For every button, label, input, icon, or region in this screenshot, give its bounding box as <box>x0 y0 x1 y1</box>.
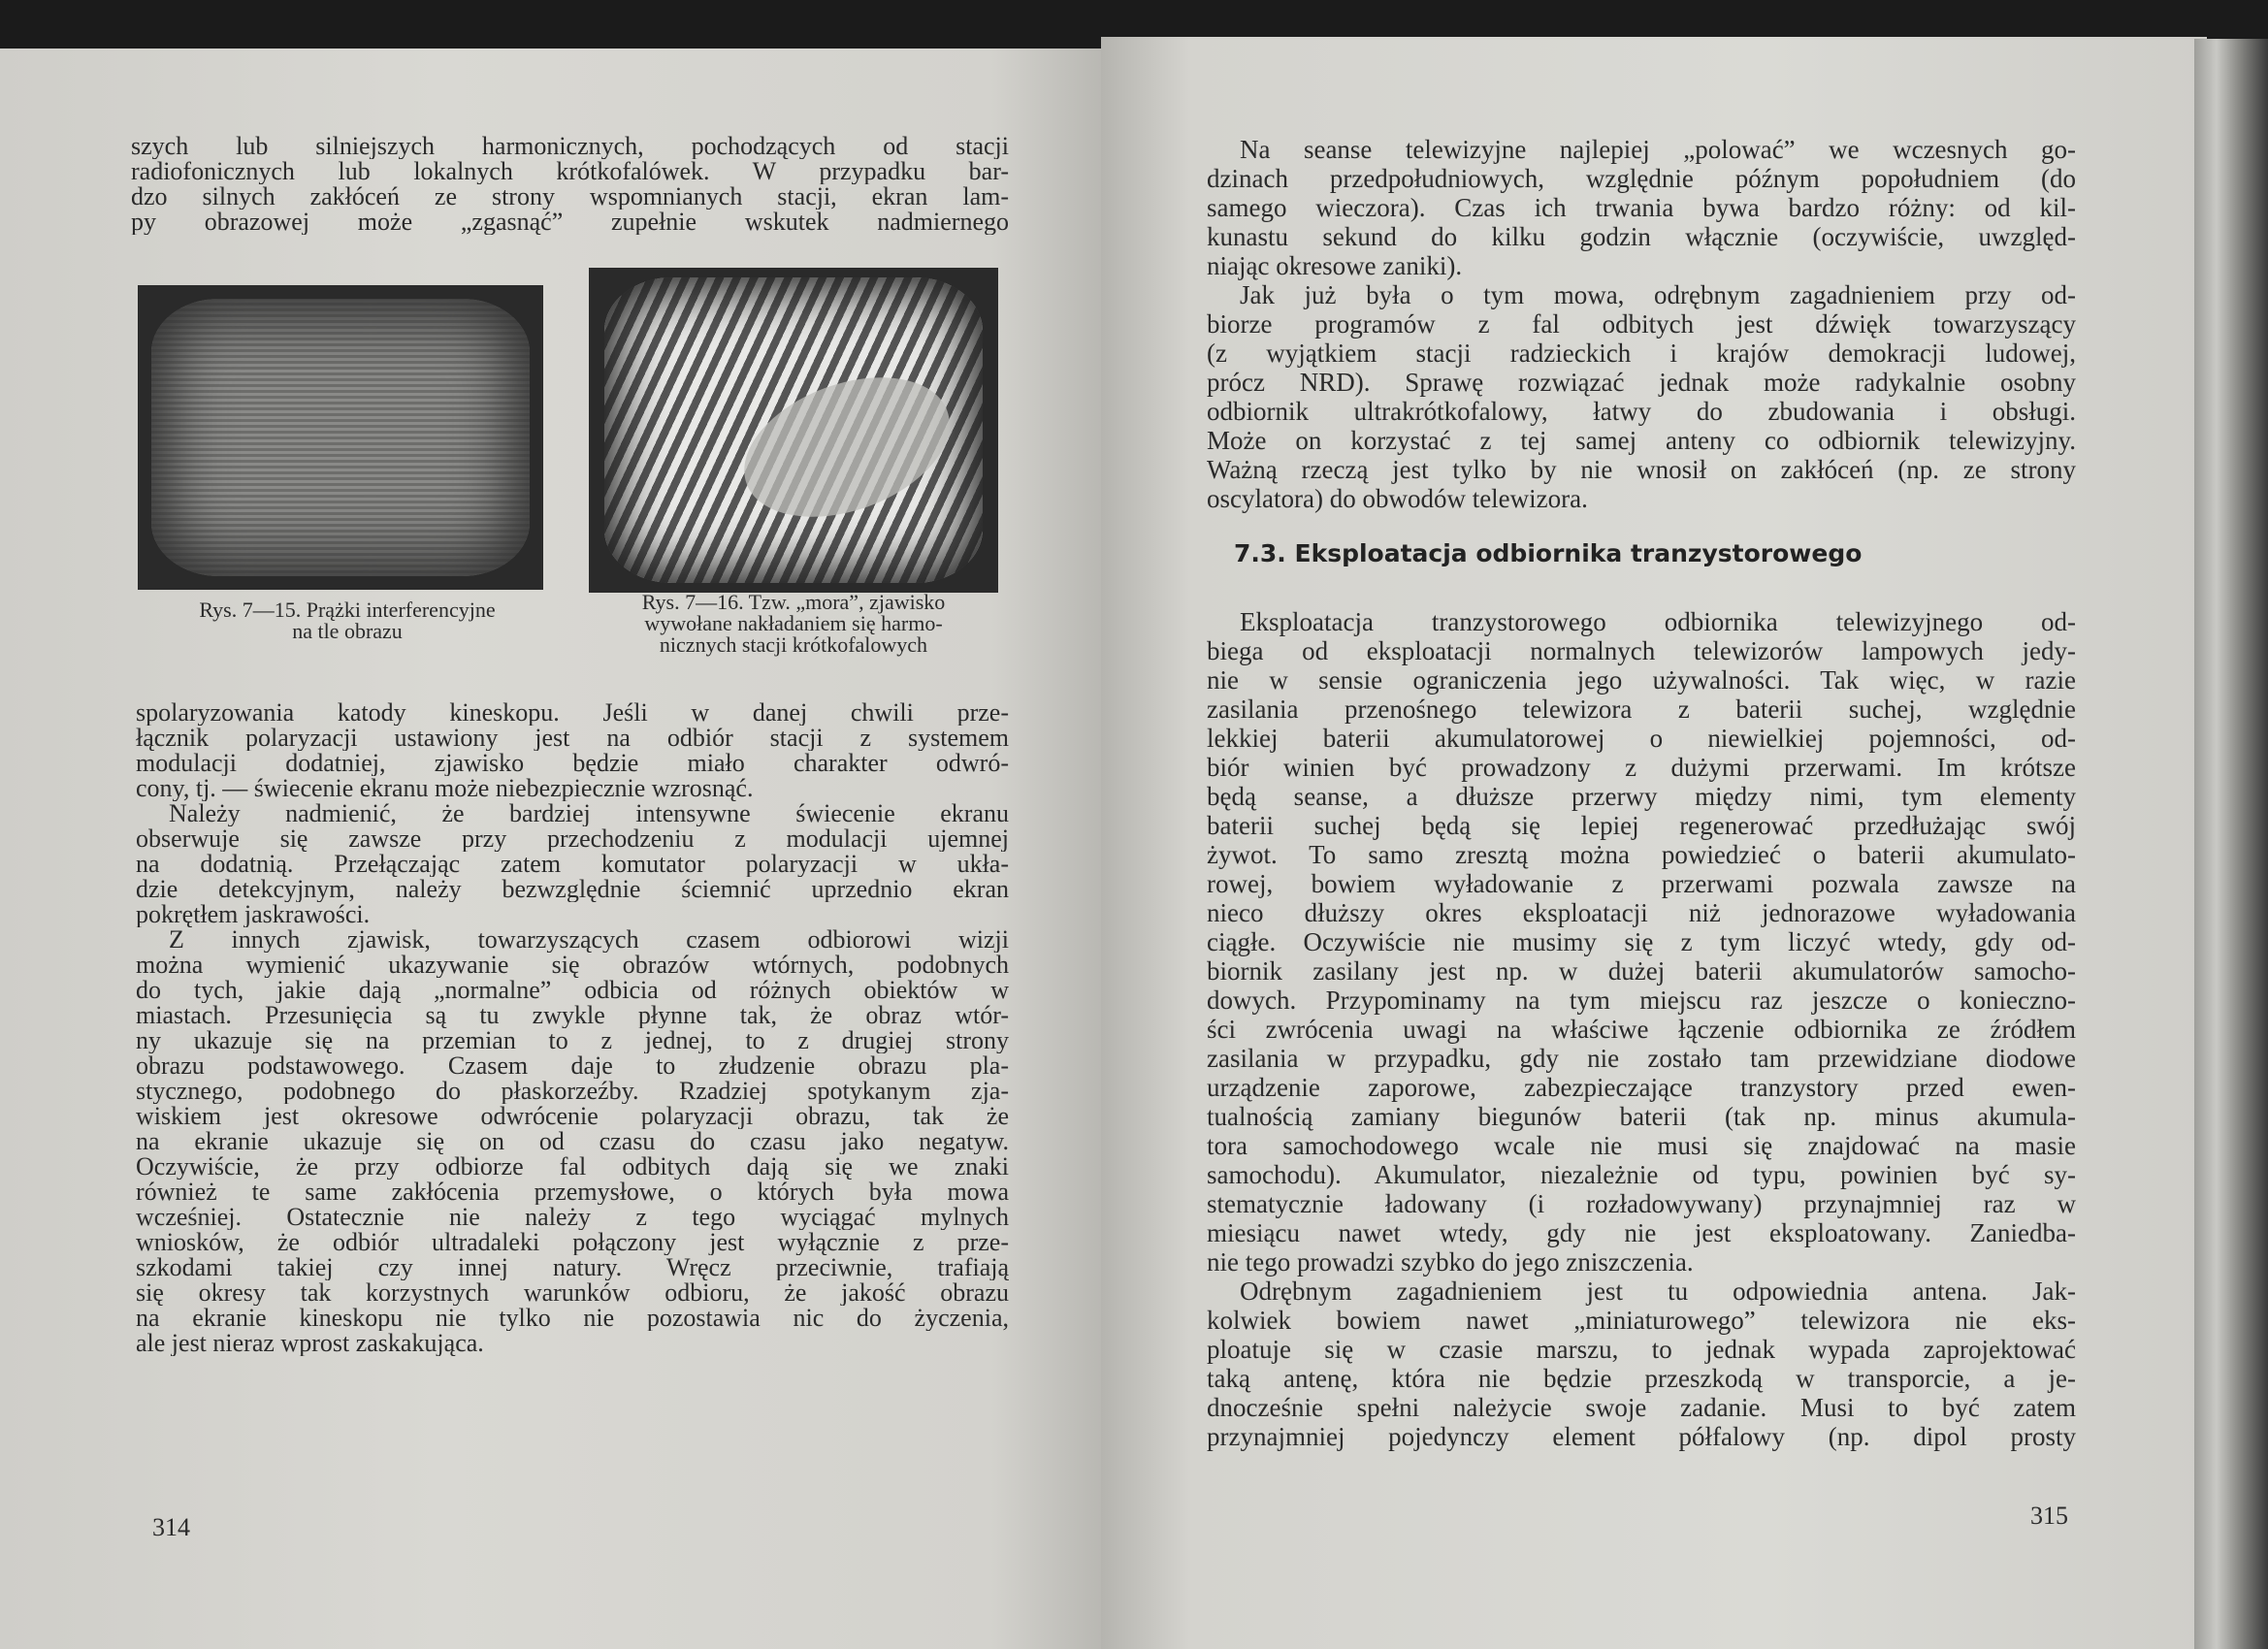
text-line: dnocześnie spełni należycie swoje zadanie. Musi to być zatem <box>1207 1393 2076 1422</box>
text-line: do tych, jakie dają „normalne” odbicia od różnych obiektów w <box>136 978 1009 1003</box>
text-line: samego wieczora). Czas ich trwania bywa bardzo różny: od kil- <box>1207 193 2076 222</box>
text-line: rowej, bowiem wyładowanie z przerwami pozwala zawsze na <box>1207 869 2076 898</box>
text-line: dzo silnych zakłóceń ze strony wspomnianych stacji, ekran lam- <box>131 184 1009 210</box>
text-line: nie w sensie ograniczenia jego używalności. Tak więc, w razie <box>1207 665 2076 695</box>
text-line: dzie detekcyjnym, należy bezwzględnie ściemnić uprzednio ekran <box>136 877 1009 902</box>
text-line: nieco dłuższy okres eksploatacji niż jednorazowe wyładowania <box>1207 898 2076 927</box>
text-line: wniosków, że odbiór ultradaleki połączony jest wyłącznie z prze- <box>136 1230 1009 1255</box>
text-line: na ekranie kineskopu nie tylko nie pozostawia nic do życzenia, <box>136 1306 1009 1331</box>
text-line: łącznik polaryzacji ustawiony jest na odbiór stacji z systemem <box>136 726 1009 751</box>
text-line: biega od eksploatacji normalnych telewizorów lampowych jedy- <box>1207 636 2076 665</box>
text-line: zasilania w przypadku, gdy nie zostało tam przewidziane diodowe <box>1207 1044 2076 1073</box>
text-line: żywot. To samo zresztą można powiedzieć o baterii akumulato- <box>1207 840 2076 869</box>
page-edges <box>2194 39 2268 1649</box>
caption-line: Rys. 7—15. Prążki interferencyjne <box>199 598 496 622</box>
text-line: kolwiek bowiem nawet „miniaturowego” telewizora nie eks- <box>1207 1306 2076 1335</box>
text-line: radiofonicznych lub lokalnych krótkofalówek. W przypadku bar- <box>131 159 1009 184</box>
text-line: Należy nadmienić, że bardziej intensywne świecenie ekranu <box>169 801 1009 826</box>
text-line: cony, tj. — świecenie ekranu może niebezpiecznie wzrosnąć. <box>136 776 754 801</box>
text-line: biornik zasilany jest np. w dużej baterii akumulatorów samocho- <box>1207 956 2076 986</box>
text-line: baterii suchej będą się lepiej regenerować przedłużając swój <box>1207 811 2076 840</box>
figure-7-16-image <box>589 268 998 593</box>
page-number-left: 314 <box>152 1513 190 1541</box>
caption-line: Rys. 7—16. Tzw. „mora”, zjawisko <box>641 590 946 614</box>
section-heading: 7.3. Eksploatacja odbiornika tranzystorowego <box>1234 539 1863 567</box>
text-line: obrazu podstawowego. Czasem daje to złudzenie obrazu pla- <box>136 1053 1009 1079</box>
text-line: ciągłe. Oczywiście nie musimy się z tym liczyć wtedy, gdy od- <box>1207 927 2076 956</box>
text-line: Ważną rzeczą jest tylko by nie wnosił on zakłóceń (np. ze strony <box>1207 455 2076 484</box>
text-line: py obrazowej może „zgasnąć” zupełnie wskutek nadmiernego <box>131 210 1009 235</box>
text-line: przynajmniej pojedynczy element półfalowy (np. dipol prosty <box>1207 1422 2076 1451</box>
text-line: miesiącu nawet wtedy, gdy nie jest eksploatowany. Zaniedba- <box>1207 1218 2076 1247</box>
text-line: miastach. Przesunięcia są tu zwykle płynne tak, że obraz wtór- <box>136 1003 1009 1028</box>
text-line: ale jest nieraz wprost zaskakująca. <box>136 1331 484 1356</box>
text-line: będą seanse, a dłuższe przerwy między nimi, tym elementy <box>1207 782 2076 811</box>
text-line: samochodu). Akumulator, niezależnie od typu, powinien być sy- <box>1207 1160 2076 1189</box>
text-line: niając okresowe zaniki). <box>1207 251 1463 280</box>
text-line: ploatuje się w czasie marszu, to jednak wypada zaprojektować <box>1207 1335 2076 1364</box>
text-line: Na seanse telewizyjne najlepiej „polować” we wczesnych go- <box>1240 135 2076 164</box>
text-line: stematycznie ładowany (i rozładowywany) przynajmniej raz w <box>1207 1189 2076 1218</box>
text-line: dzinach przedpołudniowych, względnie późnym popołudniem (do <box>1207 164 2076 193</box>
text-line: ny ukazuje się na przemian to z jednej, to z drugiej strony <box>136 1028 1009 1053</box>
text-line: można wymienić ukazywanie się obrazów wtórnych, podobnych <box>136 953 1009 978</box>
text-line: Jak już była o tym mowa, odrębnym zagadnieniem przy od- <box>1240 280 2076 309</box>
text-line: Odrębnym zagadnieniem jest tu odpowiednia antena. Jak- <box>1240 1277 2076 1306</box>
caption-line: na tle obrazu <box>292 619 403 643</box>
text-line: (z wyjątkiem stacji radzieckich i krajów demokracji ludowej, <box>1207 339 2076 368</box>
text-line: spolaryzowania katody kineskopu. Jeśli w danej chwili prze- <box>136 700 1009 726</box>
text-line: pokrętłem jaskrawości. <box>136 902 371 927</box>
text-line: Może on korzystać z tej samej anteny co odbiornik telewizyjny. <box>1207 426 2076 455</box>
text-line: ści zwrócenia uwagi na właściwe łączenie odbiornika ze źródłem <box>1207 1015 2076 1044</box>
text-line: również te same zakłócenia przemysłowe, o których była mowa <box>136 1180 1009 1205</box>
left-top-text <box>131 134 1009 235</box>
text-line: kunastu sekund do kilku godzin włącznie (oczywiście, uwzględ- <box>1207 222 2076 251</box>
text-line: obserwuje się zawsze przy przechodzeniu z modulacji ujemnej <box>136 826 1009 852</box>
text-line: tualnością zamiany biegunów baterii (tak np. minus akumula- <box>1207 1102 2076 1131</box>
text-line: Oczywiście, że przy odbiorze fal odbitych dają się we znaki <box>136 1154 1009 1180</box>
text-line: odbiornik ultrakrótkofalowy, łatwy do zbudowania i obsługi. <box>1207 397 2076 426</box>
text-line: biór winien być prowadzony z dużymi przerwami. Im krótsze <box>1207 753 2076 782</box>
text-line: wcześniej. Ostatecznie nie należy z tego wyciągać mylnych <box>136 1205 1009 1230</box>
text-line: się okresy tak korzystnych warunków odbioru, że jakość obrazu <box>136 1280 1009 1306</box>
text-line: na dodatnią. Przełączając zatem komutator polaryzacji w ukła- <box>136 852 1009 877</box>
text-line: zasilania przenośnego telewizora z baterii suchej, względnie <box>1207 695 2076 724</box>
figure-7-15-image <box>138 285 543 590</box>
text-line: urządzenie zaporowe, zabezpieczające tranzystory przed ewen- <box>1207 1073 2076 1102</box>
text-line: dowych. Przypominamy na tym miejscu raz jeszcze o konieczno- <box>1207 986 2076 1015</box>
figure-7-15-caption <box>134 599 561 642</box>
figure-7-16-caption <box>580 592 1007 656</box>
text-line: Z innych zjawisk, towarzyszących czasem odbiorowi wizji <box>169 927 1009 953</box>
caption-line: wywołane nakładaniem się harmo- <box>644 611 943 635</box>
left-bottom-text <box>136 700 1009 1356</box>
text-line: modulacji dodatniej, zjawisko będzie miało charakter odwró- <box>136 751 1009 776</box>
text-line: oscylatora) do obwodów telewizora. <box>1207 484 1588 513</box>
text-line: szych lub silniejszych harmonicznych, pochodzących od stacji <box>131 134 1009 159</box>
right-top-text <box>1207 135 2076 513</box>
text-line: tora samochodowego wcale nie musi się znajdować na masie <box>1207 1131 2076 1160</box>
text-line: nie tego prowadzi szybko do jego zniszczenia. <box>1207 1247 1694 1277</box>
text-line: stycznego, podobnego do płaskorzeźby. Rzadziej spotykanym zja- <box>136 1079 1009 1104</box>
right-bottom-text <box>1207 607 2076 1451</box>
caption-line: nicznych stacji krótkofalowych <box>659 632 928 657</box>
page-number-right: 315 <box>2030 1502 2068 1530</box>
text-line: na ekranie ukazuje się on od czasu do czasu jako negatyw. <box>136 1129 1009 1154</box>
text-line: taką antenę, która nie będzie przeszkodą w transporcie, a je- <box>1207 1364 2076 1393</box>
text-line: wiskiem jest okresowe odwrócenie polaryzacji obrazu, tak że <box>136 1104 1009 1129</box>
text-line: szkodami takiej czy innej natury. Wręcz przeciwnie, trafiają <box>136 1255 1009 1280</box>
text-line: prócz NRD). Sprawę rozwiązać jednak może radykalnie osobny <box>1207 368 2076 397</box>
text-line: biorze programów z fal odbitych jest dźwięk towarzyszący <box>1207 309 2076 339</box>
text-line: Eksploatacja tranzystorowego odbiornika telewizyjnego od- <box>1240 607 2076 636</box>
text-line: lekkiej baterii akumulatorowej o niewielkiej pojemności, od- <box>1207 724 2076 753</box>
